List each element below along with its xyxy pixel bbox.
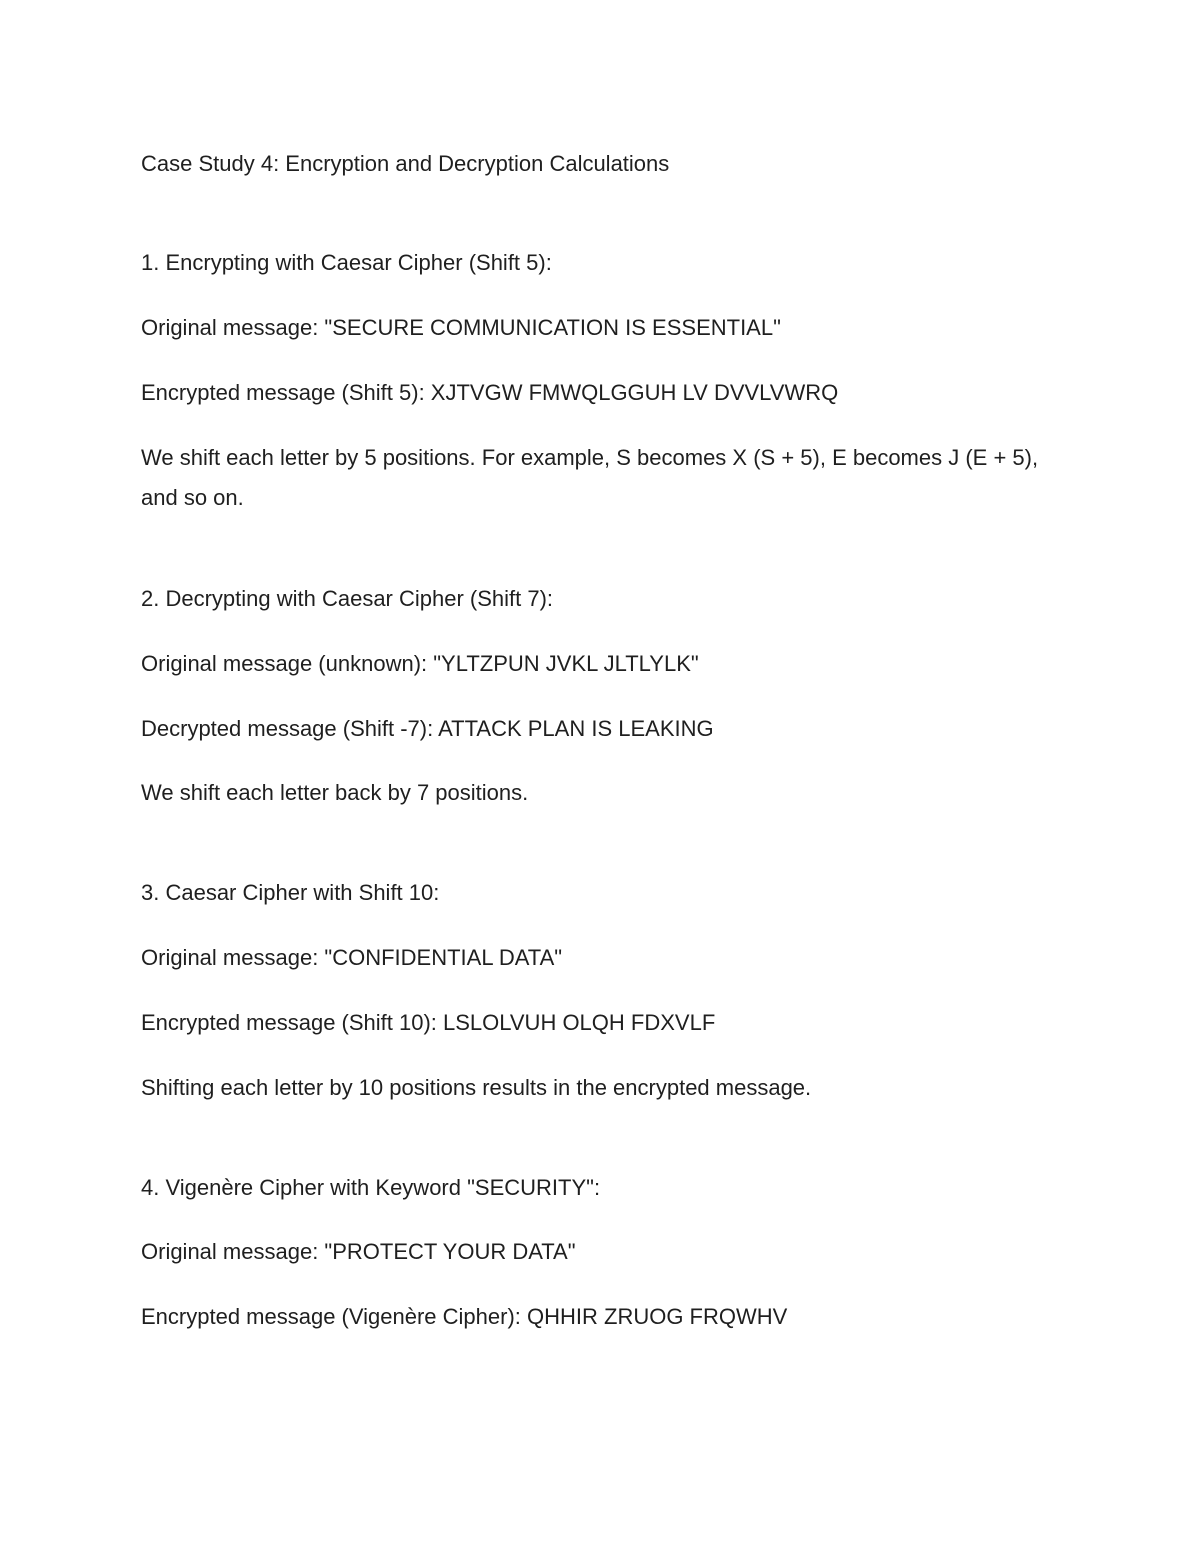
- section-3-original-message: Original message: "CONFIDENTIAL DATA": [141, 945, 563, 970]
- section-4-encrypted-message: Encrypted message (Vigenère Cipher): QHHIR ZRUOG FRQWHV: [141, 1304, 788, 1329]
- section-2-original-message: Original message (unknown): "YLTZPUN JVKL JLTLYLK": [141, 651, 699, 676]
- section-1-original-message: Original message: "SECURE COMMUNICATION IS ESSENTIAL": [141, 315, 781, 340]
- section-4-original-message: Original message: "PROTECT YOUR DATA": [141, 1239, 576, 1264]
- section-3-encrypted-message: Encrypted message (Shift 10): LSLOLVUH OLQH FDXVLF: [141, 1010, 716, 1035]
- section-4-heading: 4. Vigenère Cipher with Keyword "SECURITY":: [141, 1175, 601, 1200]
- document-title: Case Study 4: Encryption and Decryption Calculations: [141, 151, 670, 176]
- section-1-encrypted-message: Encrypted message (Shift 5): XJTVGW FMWQLGGUH LV DVVLVWRQ: [141, 380, 839, 405]
- section-3-heading: 3. Caesar Cipher with Shift 10:: [141, 880, 440, 905]
- section-2-decrypted-message: Decrypted message (Shift -7): ATTACK PLAN IS LEAKING: [141, 716, 714, 741]
- section-1-explanation: We shift each letter by 5 positions. For example, S becomes X (S + 5), E becomes J (E + 5), and so on.: [141, 445, 1039, 510]
- section-2-heading: 2. Decrypting with Caesar Cipher (Shift 7):: [141, 586, 554, 611]
- section-1-heading: 1. Encrypting with Caesar Cipher (Shift 5):: [141, 250, 552, 275]
- section-2-explanation: We shift each letter back by 7 positions.: [141, 780, 529, 805]
- section-3-explanation: Shifting each letter by 10 positions results in the encrypted message.: [141, 1075, 812, 1100]
